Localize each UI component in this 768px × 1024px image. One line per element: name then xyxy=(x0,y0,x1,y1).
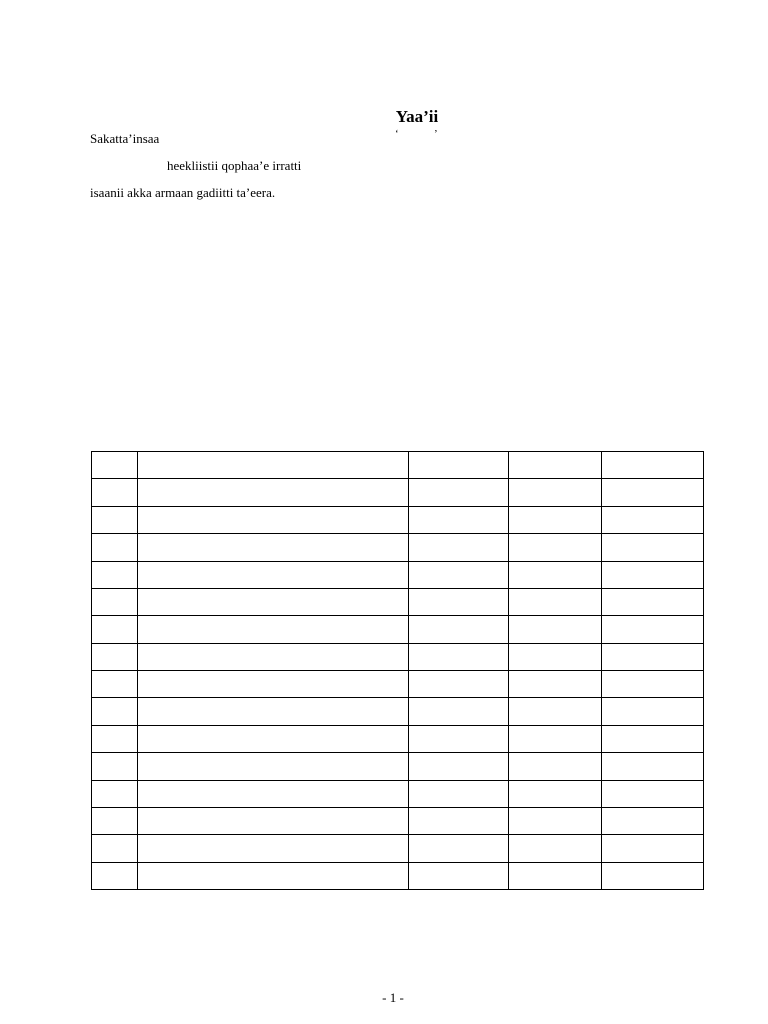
document-title: Yaa’ii xyxy=(395,107,439,126)
table-cell xyxy=(138,698,409,725)
table-cell xyxy=(92,616,138,643)
table-cell xyxy=(92,452,138,479)
table-cell xyxy=(409,452,509,479)
table-cell xyxy=(92,534,138,561)
table-cell xyxy=(409,780,509,807)
table-cell xyxy=(409,725,509,752)
table-cell xyxy=(509,643,602,670)
table-cell xyxy=(509,807,602,834)
table-cell xyxy=(138,534,409,561)
table-cell xyxy=(509,534,602,561)
table-cell xyxy=(509,671,602,698)
table-cell xyxy=(409,643,509,670)
table-row xyxy=(92,671,704,698)
table-row xyxy=(92,862,704,889)
table-cell xyxy=(409,561,509,588)
table-cell xyxy=(509,506,602,533)
table-row xyxy=(92,780,704,807)
table-cell xyxy=(602,753,704,780)
table-cell xyxy=(409,588,509,615)
table-row xyxy=(92,479,704,506)
table-cell xyxy=(409,753,509,780)
table-cell xyxy=(138,725,409,752)
table-cell xyxy=(92,780,138,807)
table-cell xyxy=(509,725,602,752)
table-cell xyxy=(409,616,509,643)
table-row xyxy=(92,452,704,479)
table-row xyxy=(92,835,704,862)
table-cell xyxy=(602,671,704,698)
table-cell xyxy=(602,725,704,752)
table-cell xyxy=(509,753,602,780)
table-row xyxy=(92,698,704,725)
open-quote-mark: ‘ xyxy=(395,128,399,140)
table-cell xyxy=(602,862,704,889)
table-cell xyxy=(138,807,409,834)
table-cell xyxy=(409,479,509,506)
table-cell xyxy=(92,862,138,889)
page-number: - 1 - xyxy=(382,990,404,1005)
table-cell xyxy=(138,643,409,670)
table-cell xyxy=(92,753,138,780)
table-row xyxy=(92,561,704,588)
table-cell xyxy=(509,616,602,643)
table-cell xyxy=(509,862,602,889)
table-cell xyxy=(92,479,138,506)
table-cell xyxy=(92,807,138,834)
table-cell xyxy=(138,506,409,533)
table-cell xyxy=(138,588,409,615)
table-cell xyxy=(138,479,409,506)
table-row xyxy=(92,725,704,752)
table-cell xyxy=(509,835,602,862)
table-cell xyxy=(409,671,509,698)
table-cell xyxy=(509,452,602,479)
table-cell xyxy=(138,780,409,807)
table-cell xyxy=(138,671,409,698)
table-cell xyxy=(138,753,409,780)
table-cell xyxy=(92,725,138,752)
table-cell xyxy=(138,862,409,889)
table-row xyxy=(92,616,704,643)
table-cell xyxy=(92,835,138,862)
table-cell xyxy=(409,698,509,725)
table-cell xyxy=(409,506,509,533)
data-table xyxy=(91,451,704,890)
close-quote-mark: ’ xyxy=(434,128,438,140)
table-cell xyxy=(92,588,138,615)
table-row xyxy=(92,753,704,780)
table-cell xyxy=(509,698,602,725)
table-body xyxy=(92,452,704,890)
paragraph-line-3: isaanii akka armaan gadiitti ta’eera. xyxy=(90,185,276,200)
table-row xyxy=(92,643,704,670)
table-cell xyxy=(409,835,509,862)
table-cell xyxy=(92,698,138,725)
table-cell xyxy=(138,561,409,588)
table-cell xyxy=(138,452,409,479)
table-cell xyxy=(602,698,704,725)
table-cell xyxy=(509,588,602,615)
table-cell xyxy=(92,643,138,670)
table-cell xyxy=(138,835,409,862)
paragraph-line-1: Sakatta’insaa xyxy=(90,131,160,146)
table-row xyxy=(92,588,704,615)
table-cell xyxy=(602,643,704,670)
table-cell xyxy=(92,561,138,588)
table-cell xyxy=(92,671,138,698)
table-cell xyxy=(409,862,509,889)
paragraph-line-2: heekliistii qophaa’e irratti xyxy=(167,158,302,173)
table-cell xyxy=(509,561,602,588)
table-row xyxy=(92,534,704,561)
table-cell xyxy=(409,534,509,561)
table-row xyxy=(92,506,704,533)
table-cell xyxy=(602,807,704,834)
table-cell xyxy=(409,807,509,834)
table-cell xyxy=(509,780,602,807)
table-row xyxy=(92,807,704,834)
table-cell xyxy=(138,616,409,643)
table-cell xyxy=(602,479,704,506)
table-cell xyxy=(602,780,704,807)
table-cell xyxy=(92,506,138,533)
table-cell xyxy=(602,452,704,479)
table-cell xyxy=(602,616,704,643)
table-cell xyxy=(602,835,704,862)
table-cell xyxy=(602,561,704,588)
table-cell xyxy=(602,588,704,615)
table-cell xyxy=(509,479,602,506)
table-cell xyxy=(602,534,704,561)
table-cell xyxy=(602,506,704,533)
